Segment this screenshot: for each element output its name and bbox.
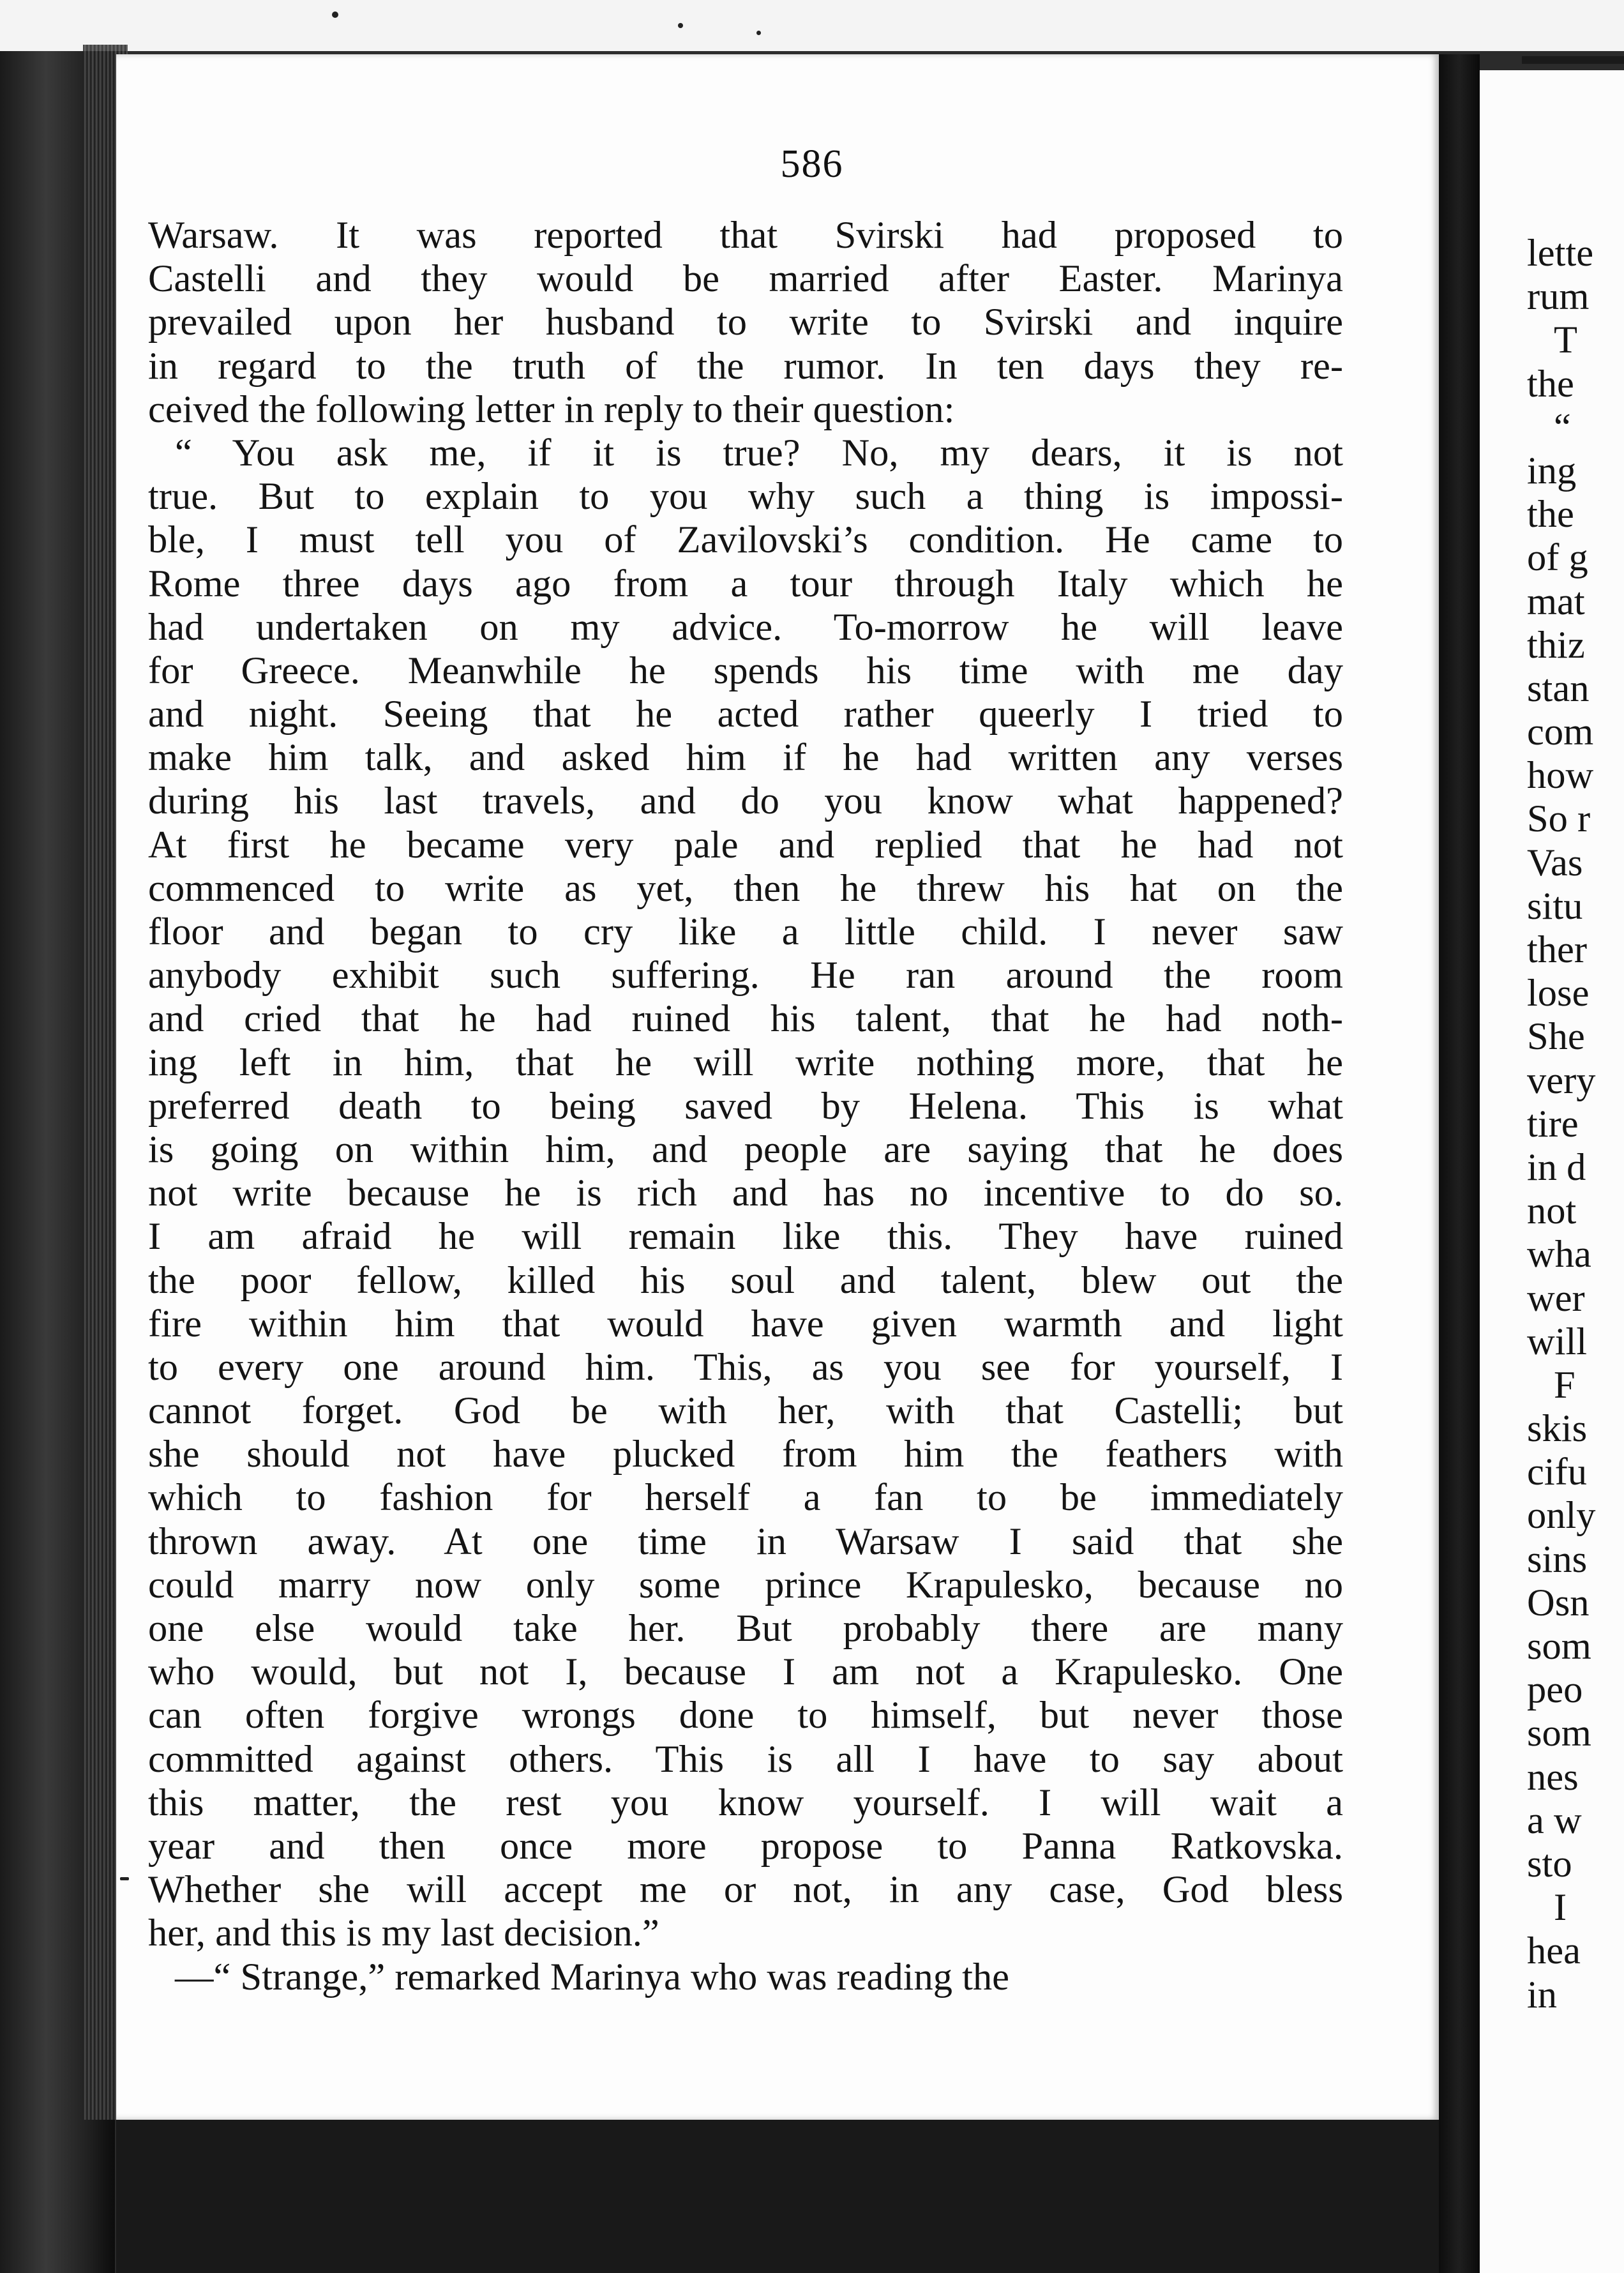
facing-page-fragment: rum <box>1527 275 1590 319</box>
text-line: ble, I must tell you of Zavilovski’s condition. He came to <box>148 518 1343 562</box>
facing-page-fragment: very <box>1527 1059 1596 1102</box>
facing-page-fragment: ther <box>1527 928 1588 971</box>
text-line: her, and this is my last decision.” <box>148 1912 659 1955</box>
text-line: is going on within him, and people are saying that he does <box>148 1128 1343 1171</box>
facing-page-fragment: thiz <box>1527 623 1585 667</box>
text-line: thrown away. At one time in Warsaw I said that she <box>148 1520 1343 1563</box>
facing-page-fragment: ing <box>1527 449 1577 492</box>
text-line: prevailed upon her husband to write to Svirski and inquire <box>148 301 1343 344</box>
facing-page-fragment: som <box>1527 1625 1591 1668</box>
text-line: fire within him that would have given warmth and light <box>148 1302 1343 1345</box>
facing-page-fragment: in <box>1527 1973 1558 2016</box>
text-line: I am afraid he will remain like this. They have ruined <box>148 1215 1343 1258</box>
text-line: anybody exhibit such suffering. He ran around the room <box>148 954 1343 997</box>
facing-page-fragment: hea <box>1527 1929 1581 1973</box>
book-gutter <box>1439 54 1480 2273</box>
text-line: preferred death to being saved by Helena. This is what <box>148 1084 1343 1128</box>
scan-speck <box>756 31 761 35</box>
text-line: Rome three days ago from a tour through Italy which he <box>148 562 1343 605</box>
text-line: Whether she will accept me or not, in any case, God bless <box>148 1868 1343 1912</box>
facing-page-fragment: Osn <box>1527 1581 1590 1624</box>
facing-page-fragment: the <box>1527 493 1574 536</box>
text-line: in regard to the truth of the rumor. In ten days they re- <box>148 344 1343 388</box>
text-line: make him talk, and asked him if he had written any verses <box>148 736 1343 780</box>
scan-speck <box>332 11 338 18</box>
text-line: “ You ask me, if it is true? No, my dears, it is not <box>175 431 1343 474</box>
text-line: this matter, the rest you know yourself. I will wait a <box>148 1781 1343 1824</box>
facing-page-fragment: will <box>1527 1320 1588 1363</box>
text-line: and cried that he had ruined his talent, that he had noth- <box>148 997 1343 1041</box>
facing-page-fragment: nes <box>1527 1755 1579 1799</box>
text-line: ing left in him, that he will write nothing more, that he <box>148 1041 1343 1084</box>
text-line: committed against others. This is all I have to say about <box>148 1737 1343 1781</box>
text-line: Warsaw. It was reported that Svirski had proposed to <box>148 214 1343 257</box>
text-line: during his last travels, and do you know what happened? <box>148 780 1343 823</box>
facing-page-fragment: “ <box>1554 405 1571 449</box>
text-line: ceived the following letter in reply to their question: <box>148 388 955 431</box>
facing-page-fragment: situ <box>1527 884 1583 928</box>
facing-page-fragment: peo <box>1527 1668 1583 1712</box>
facing-page-fragment: how <box>1527 754 1594 797</box>
page-number: 586 <box>780 142 844 186</box>
facing-page-fragment: a w <box>1527 1799 1582 1842</box>
scan-speck <box>678 23 683 28</box>
facing-page-fragment: So r <box>1527 797 1591 841</box>
facing-page-fragment: sto <box>1527 1842 1572 1885</box>
text-line: had undertaken on my advice. To-morrow he will leave <box>148 605 1343 649</box>
facing-page-fragment: lette <box>1527 232 1594 275</box>
text-line: can often forgive wrongs done to himself, but never those <box>148 1694 1343 1737</box>
facing-page-fragment: the <box>1527 362 1574 405</box>
facing-page-fragment: in d <box>1527 1145 1586 1189</box>
text-line: to every one around him. This, as you see for yourself, I <box>148 1345 1343 1389</box>
facing-page-text-fragments <box>1527 232 1624 2017</box>
facing-page-fragment: I <box>1554 1886 1567 1929</box>
facing-page-fragment: com <box>1527 711 1594 754</box>
text-line: floor and began to cry like a little child. I never saw <box>148 910 1343 953</box>
facing-page-fragment: sins <box>1527 1537 1588 1581</box>
facing-page-fragment: stan <box>1527 667 1590 710</box>
scan-speck <box>120 1877 129 1880</box>
text-line: true. But to explain to you why such a thing is impossi- <box>148 475 1343 518</box>
facing-page-fragment: not <box>1527 1189 1577 1233</box>
facing-page-fragment: som <box>1527 1712 1591 1755</box>
facing-page-fragment: She <box>1527 1015 1585 1059</box>
text-line: cannot forget. God be with her, with that Castelli; but <box>148 1389 1343 1433</box>
text-line: At first he became very pale and replied that he had not <box>148 823 1343 866</box>
facing-page-fragment: wer <box>1527 1276 1585 1320</box>
text-line: year and then once more propose to Panna Ratkovska. <box>148 1824 1343 1868</box>
text-line: —“ Strange,” remarked Marinya who was reading the <box>175 1955 1009 1998</box>
text-line: she should not have plucked from him the feathers with <box>148 1433 1343 1476</box>
bottom-shadow <box>116 2120 1439 2273</box>
facing-page-fragment: mat <box>1527 580 1585 623</box>
text-line: who would, but not I, because I am not a Krapulesko. One <box>148 1650 1343 1694</box>
facing-page-fragment: Vas <box>1527 841 1583 884</box>
scan-background <box>0 0 1624 51</box>
text-line: and night. Seeing that he acted rather queerly I tried to <box>148 693 1343 736</box>
facing-page-fragment: cifu <box>1527 1451 1588 1494</box>
text-line: not write because he is rich and has no incentive to do so. <box>148 1172 1343 1215</box>
facing-page-fragment: F <box>1554 1363 1575 1407</box>
text-line: could marry now only some prince Krapulesko, because no <box>148 1563 1343 1606</box>
text-line: for Greece. Meanwhile he spends his time with me day <box>148 649 1343 692</box>
text-line: which to fashion for herself a fan to be immediately <box>148 1476 1343 1520</box>
facing-page-fragment: T <box>1554 319 1577 362</box>
text-line: one else would take her. But probably there are many <box>148 1607 1343 1650</box>
text-line: the poor fellow, killed his soul and talent, blew out the <box>148 1258 1343 1302</box>
facing-page-fragment: wha <box>1527 1233 1591 1276</box>
facing-page-fragment: lose <box>1527 972 1590 1015</box>
facing-page-fragment: of g <box>1527 536 1588 580</box>
facing-page-edge <box>1522 56 1624 64</box>
page-body-text <box>148 214 1343 1999</box>
facing-page-fragment: only <box>1527 1494 1596 1537</box>
text-line: Castelli and they would be married after Easter. Marinya <box>148 257 1343 301</box>
text-line: commenced to write as yet, then he threw his hat on the <box>148 866 1343 910</box>
facing-page-fragment: skis <box>1527 1407 1588 1451</box>
facing-page-fragment: tire <box>1527 1102 1579 1145</box>
